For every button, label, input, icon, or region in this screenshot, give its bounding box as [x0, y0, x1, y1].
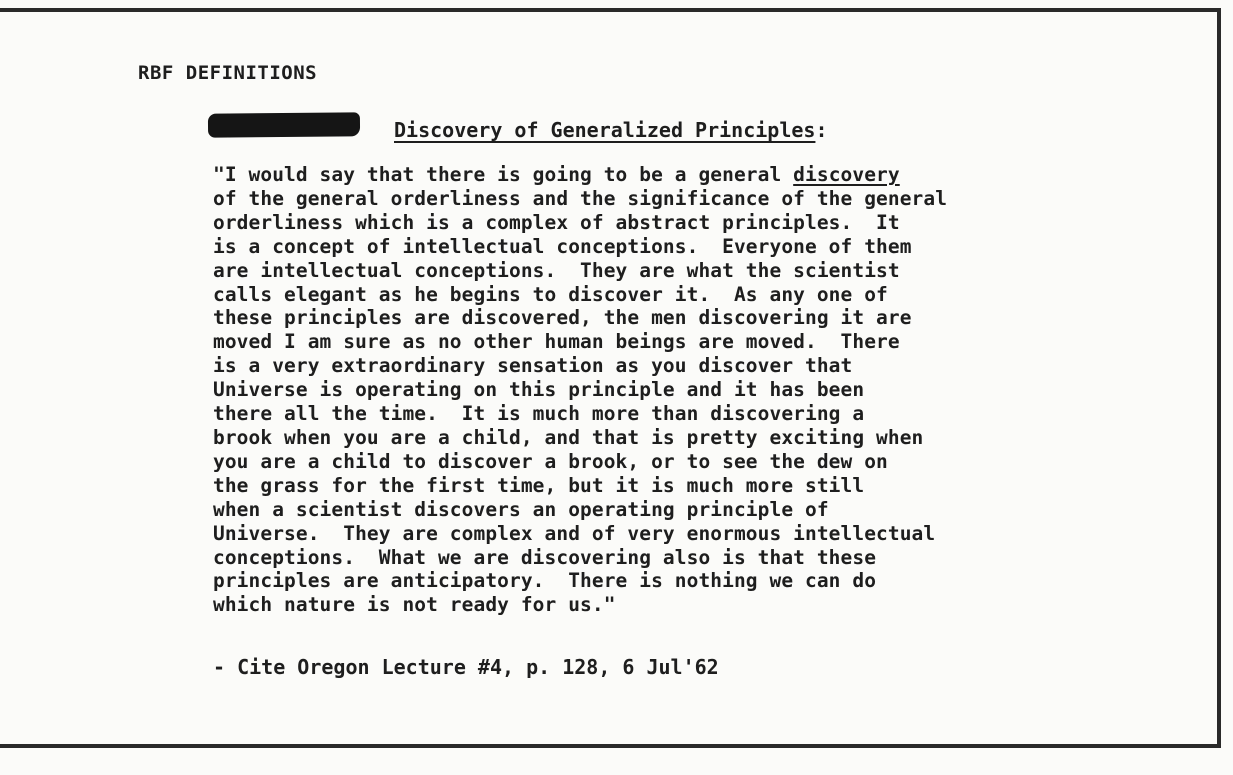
quote-line: brook when you are a child, and that is pretty exciting when — [213, 425, 924, 449]
quote-line-text: "I would say that there is going to be a general — [213, 163, 794, 186]
card-title: RBF DEFINITIONS — [138, 62, 318, 84]
quote-line: you are a child to discover a brook, or to see the dew on — [213, 449, 888, 473]
quote-line: the grass for the first time, but it is much more still — [213, 473, 865, 497]
quote-line: of the general orderliness and the significance of the general — [213, 186, 948, 210]
quote-line: when a scientist discovers an operating principle of — [213, 497, 829, 521]
quote-line: is a concept of intellectual conceptions. Everyone of them — [213, 234, 912, 258]
redaction-mark — [208, 112, 360, 137]
citation: - Cite Oregon Lecture #4, p. 128, 6 Jul'62 — [213, 655, 719, 679]
quote-line: conceptions. What we are discovering also is that these — [213, 545, 877, 569]
quote-line: principles are anticipatory. There is nothing we can do — [213, 569, 877, 593]
quote-line: which nature is not ready for us." — [213, 593, 616, 617]
quote-line: Universe. They are complex and of very enormous intellectual — [213, 521, 936, 545]
quote-body — [213, 163, 1213, 617]
quote-line: there all the time. It is much more than discovering a — [213, 402, 865, 426]
quote-line: calls elegant as he begins to discover it. As any one of — [213, 282, 888, 306]
heading-text: Discovery of Generalized Principles — [394, 118, 816, 142]
quote-line: Universe is operating on this principle and it has been — [213, 378, 865, 402]
heading-colon: : — [815, 118, 828, 142]
definition-heading — [394, 118, 827, 142]
quote-line: orderliness which is a complex of abstract principles. It — [213, 210, 900, 234]
quote-line: moved I am sure as no other human beings are moved. There — [213, 330, 900, 354]
quote-line: these principles are discovered, the men discovering it are — [213, 306, 912, 330]
quote-line: is a very extraordinary sensation as you discover that — [213, 354, 853, 378]
underlined-word: discovery — [793, 163, 900, 186]
quote-line: are intellectual conceptions. They are what the scientist — [213, 258, 900, 282]
quote-line — [213, 163, 1213, 187]
